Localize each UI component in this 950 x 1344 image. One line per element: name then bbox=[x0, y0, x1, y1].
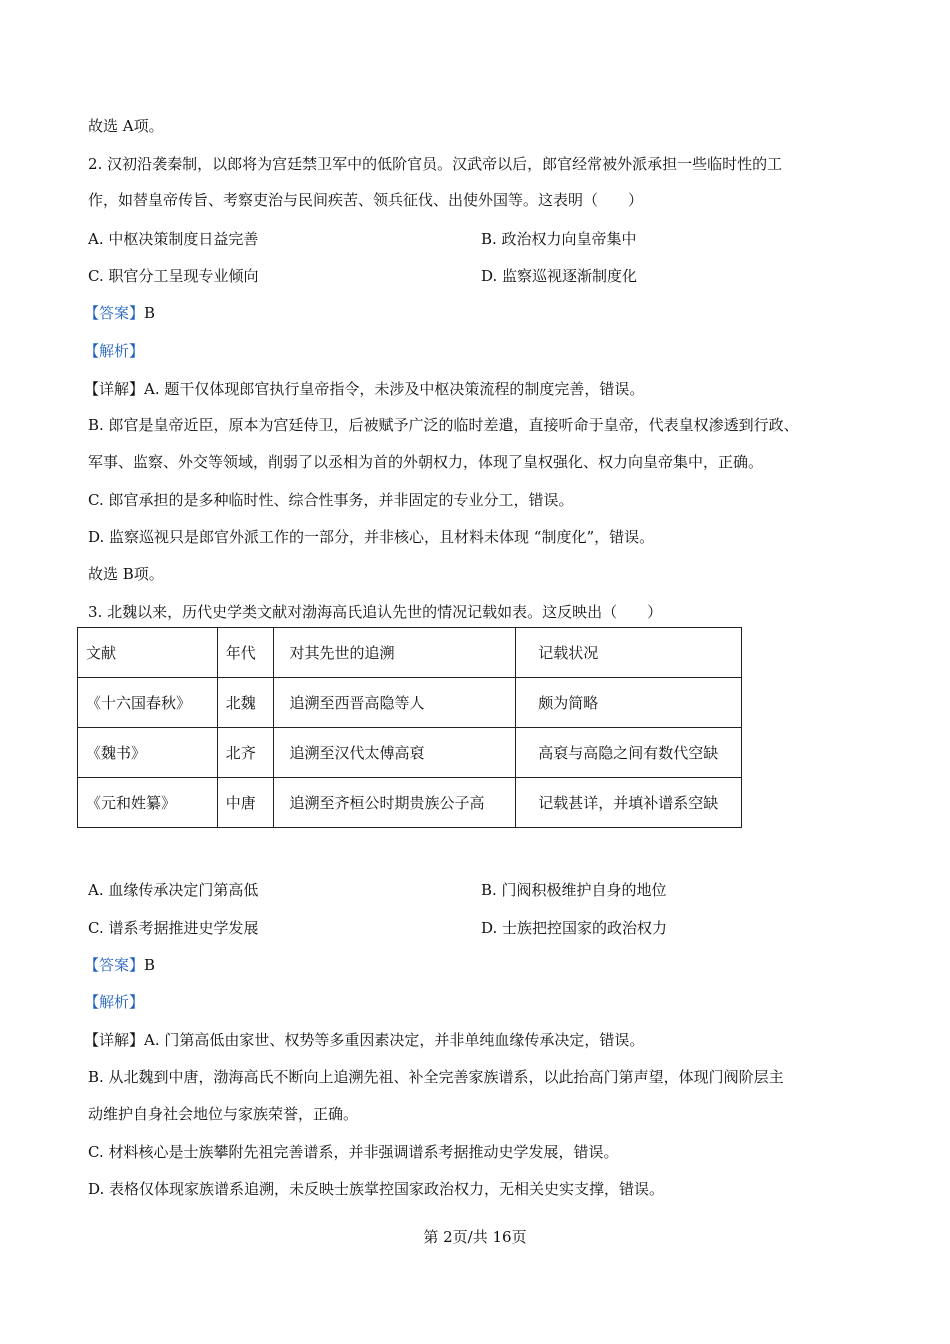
q2-answer bbox=[84, 303, 155, 323]
table-row bbox=[78, 728, 742, 778]
table-cell: 追溯至汉代太傅高裒 bbox=[273, 728, 516, 778]
q2-analysis-tag bbox=[84, 341, 144, 361]
q3-detail-c: C. 材料核心是士族攀附先祖完善谱系，并非强调谱系考据推动史学发展，错误。 bbox=[88, 1143, 619, 1161]
q2-detail-c: C. 郎官承担的是多种临时性、综合性事务，并非固定的专业分工，错误。 bbox=[88, 491, 574, 509]
q3-stem: 3. 北魏以来，历代史学类文献对渤海高氏追认先世的情况记载如表。这反映出（ ） bbox=[88, 603, 663, 621]
detail-tag: 【详解】 bbox=[84, 380, 145, 398]
table-row bbox=[78, 778, 742, 828]
table-cell: 北魏 bbox=[217, 678, 273, 728]
table-cell: 高裒与高隐之间有数代空缺 bbox=[516, 728, 742, 778]
table-cell: 《十六国春秋》 bbox=[78, 678, 218, 728]
table-cell: 《魏书》 bbox=[78, 728, 218, 778]
q2-stem-line2: 作，如替皇帝传旨、考察吏治与民间疾苦、领兵征伐、出使外国等。这表明（ ） bbox=[88, 191, 644, 209]
q2-detail-b2: 军事、监察、外交等领域，削弱了以丞相为首的外朝权力，体现了皇权强化、权力向皇帝集中，正确。 bbox=[88, 453, 764, 471]
q3-option-d: D. 士族把控国家的政治权力 bbox=[481, 919, 668, 937]
page-footer: 第 2页/共 16页 bbox=[423, 1228, 527, 1246]
q2-detail-a bbox=[84, 379, 644, 399]
table-header: 文献 bbox=[78, 628, 218, 678]
q2-conclusion: 故选 B项。 bbox=[88, 565, 164, 583]
table-row bbox=[78, 678, 742, 728]
table-cell: 中唐 bbox=[217, 778, 273, 828]
detail-a-text: A. 题干仅体现郎官执行皇帝指令，未涉及中枢决策流程的制度完善，错误。 bbox=[144, 380, 645, 398]
q3-option-b: B. 门阀积极维护自身的地位 bbox=[481, 881, 667, 899]
table-cell: 《元和姓纂》 bbox=[78, 778, 218, 828]
answer-tag: 【答案】 bbox=[84, 304, 145, 322]
q1-conclusion: 故选 A项。 bbox=[88, 117, 164, 135]
answer-tag: 【答案】 bbox=[84, 956, 145, 974]
q3-answer bbox=[84, 955, 155, 975]
q2-detail-d: D. 监察巡视只是郎官外派工作的一部分，并非核心，且材料未体现 “制度化”，错误。 bbox=[88, 528, 655, 546]
detail-tag: 【详解】 bbox=[84, 1031, 145, 1049]
q2-option-d: D. 监察巡视逐渐制度化 bbox=[481, 267, 638, 285]
table-cell: 追溯至西晋高隐等人 bbox=[273, 678, 516, 728]
q2-option-b: B. 政治权力向皇帝集中 bbox=[481, 230, 637, 248]
q2-detail-b1: B. 郎官是皇帝近臣，原本为宫廷侍卫，后被赋予广泛的临时差遣，直接听命于皇帝，代表皇权渗透到行政、 bbox=[88, 416, 799, 434]
answer-value: B bbox=[144, 956, 156, 974]
table-header-row bbox=[78, 628, 742, 678]
q2-stem-line1: 2. 汉初沿袭秦制，以郎将为宫廷禁卫军中的低阶官员。汉武帝以后，郎官经常被外派承担一些临时性的工 bbox=[88, 155, 783, 173]
q3-detail-b2: 动维护自身社会地位与家族荣誉，正确。 bbox=[88, 1105, 359, 1123]
analysis-tag: 【解析】 bbox=[84, 993, 145, 1011]
q3-detail-d: D. 表格仅体现家族谱系追溯，未反映士族掌控国家政治权力，无相关史实支撑，错误。 bbox=[88, 1180, 665, 1198]
q3-analysis-tag bbox=[84, 992, 144, 1012]
q2-option-a: A. 中枢决策制度日益完善 bbox=[88, 230, 259, 248]
analysis-tag: 【解析】 bbox=[84, 342, 145, 360]
table-cell: 颇为简略 bbox=[516, 678, 742, 728]
answer-value: B bbox=[144, 304, 156, 322]
table-header: 年代 bbox=[217, 628, 273, 678]
q2-option-c: C. 职官分工呈现专业倾向 bbox=[88, 267, 259, 285]
table-cell: 记载甚详，并填补谱系空缺 bbox=[516, 778, 742, 828]
table-cell: 北齐 bbox=[217, 728, 273, 778]
table-header: 记载状况 bbox=[516, 628, 742, 678]
q3-detail-b1: B. 从北魏到中唐，渤海高氏不断向上追溯先祖、补全完善家族谱系，以此抬高门第声望，体现门阀阶层主 bbox=[88, 1068, 784, 1086]
source-table bbox=[77, 627, 742, 828]
q3-option-a: A. 血缘传承决定门第高低 bbox=[88, 881, 259, 899]
detail-a-text: A. 门第高低由家世、权势等多重因素决定，并非单纯血缘传承决定，错误。 bbox=[144, 1031, 645, 1049]
q3-option-c: C. 谱系考据推进史学发展 bbox=[88, 919, 259, 937]
table-header: 对其先世的追溯 bbox=[273, 628, 516, 678]
q3-detail-a bbox=[84, 1030, 644, 1050]
table-cell: 追溯至齐桓公时期贵族公子高 bbox=[273, 778, 516, 828]
